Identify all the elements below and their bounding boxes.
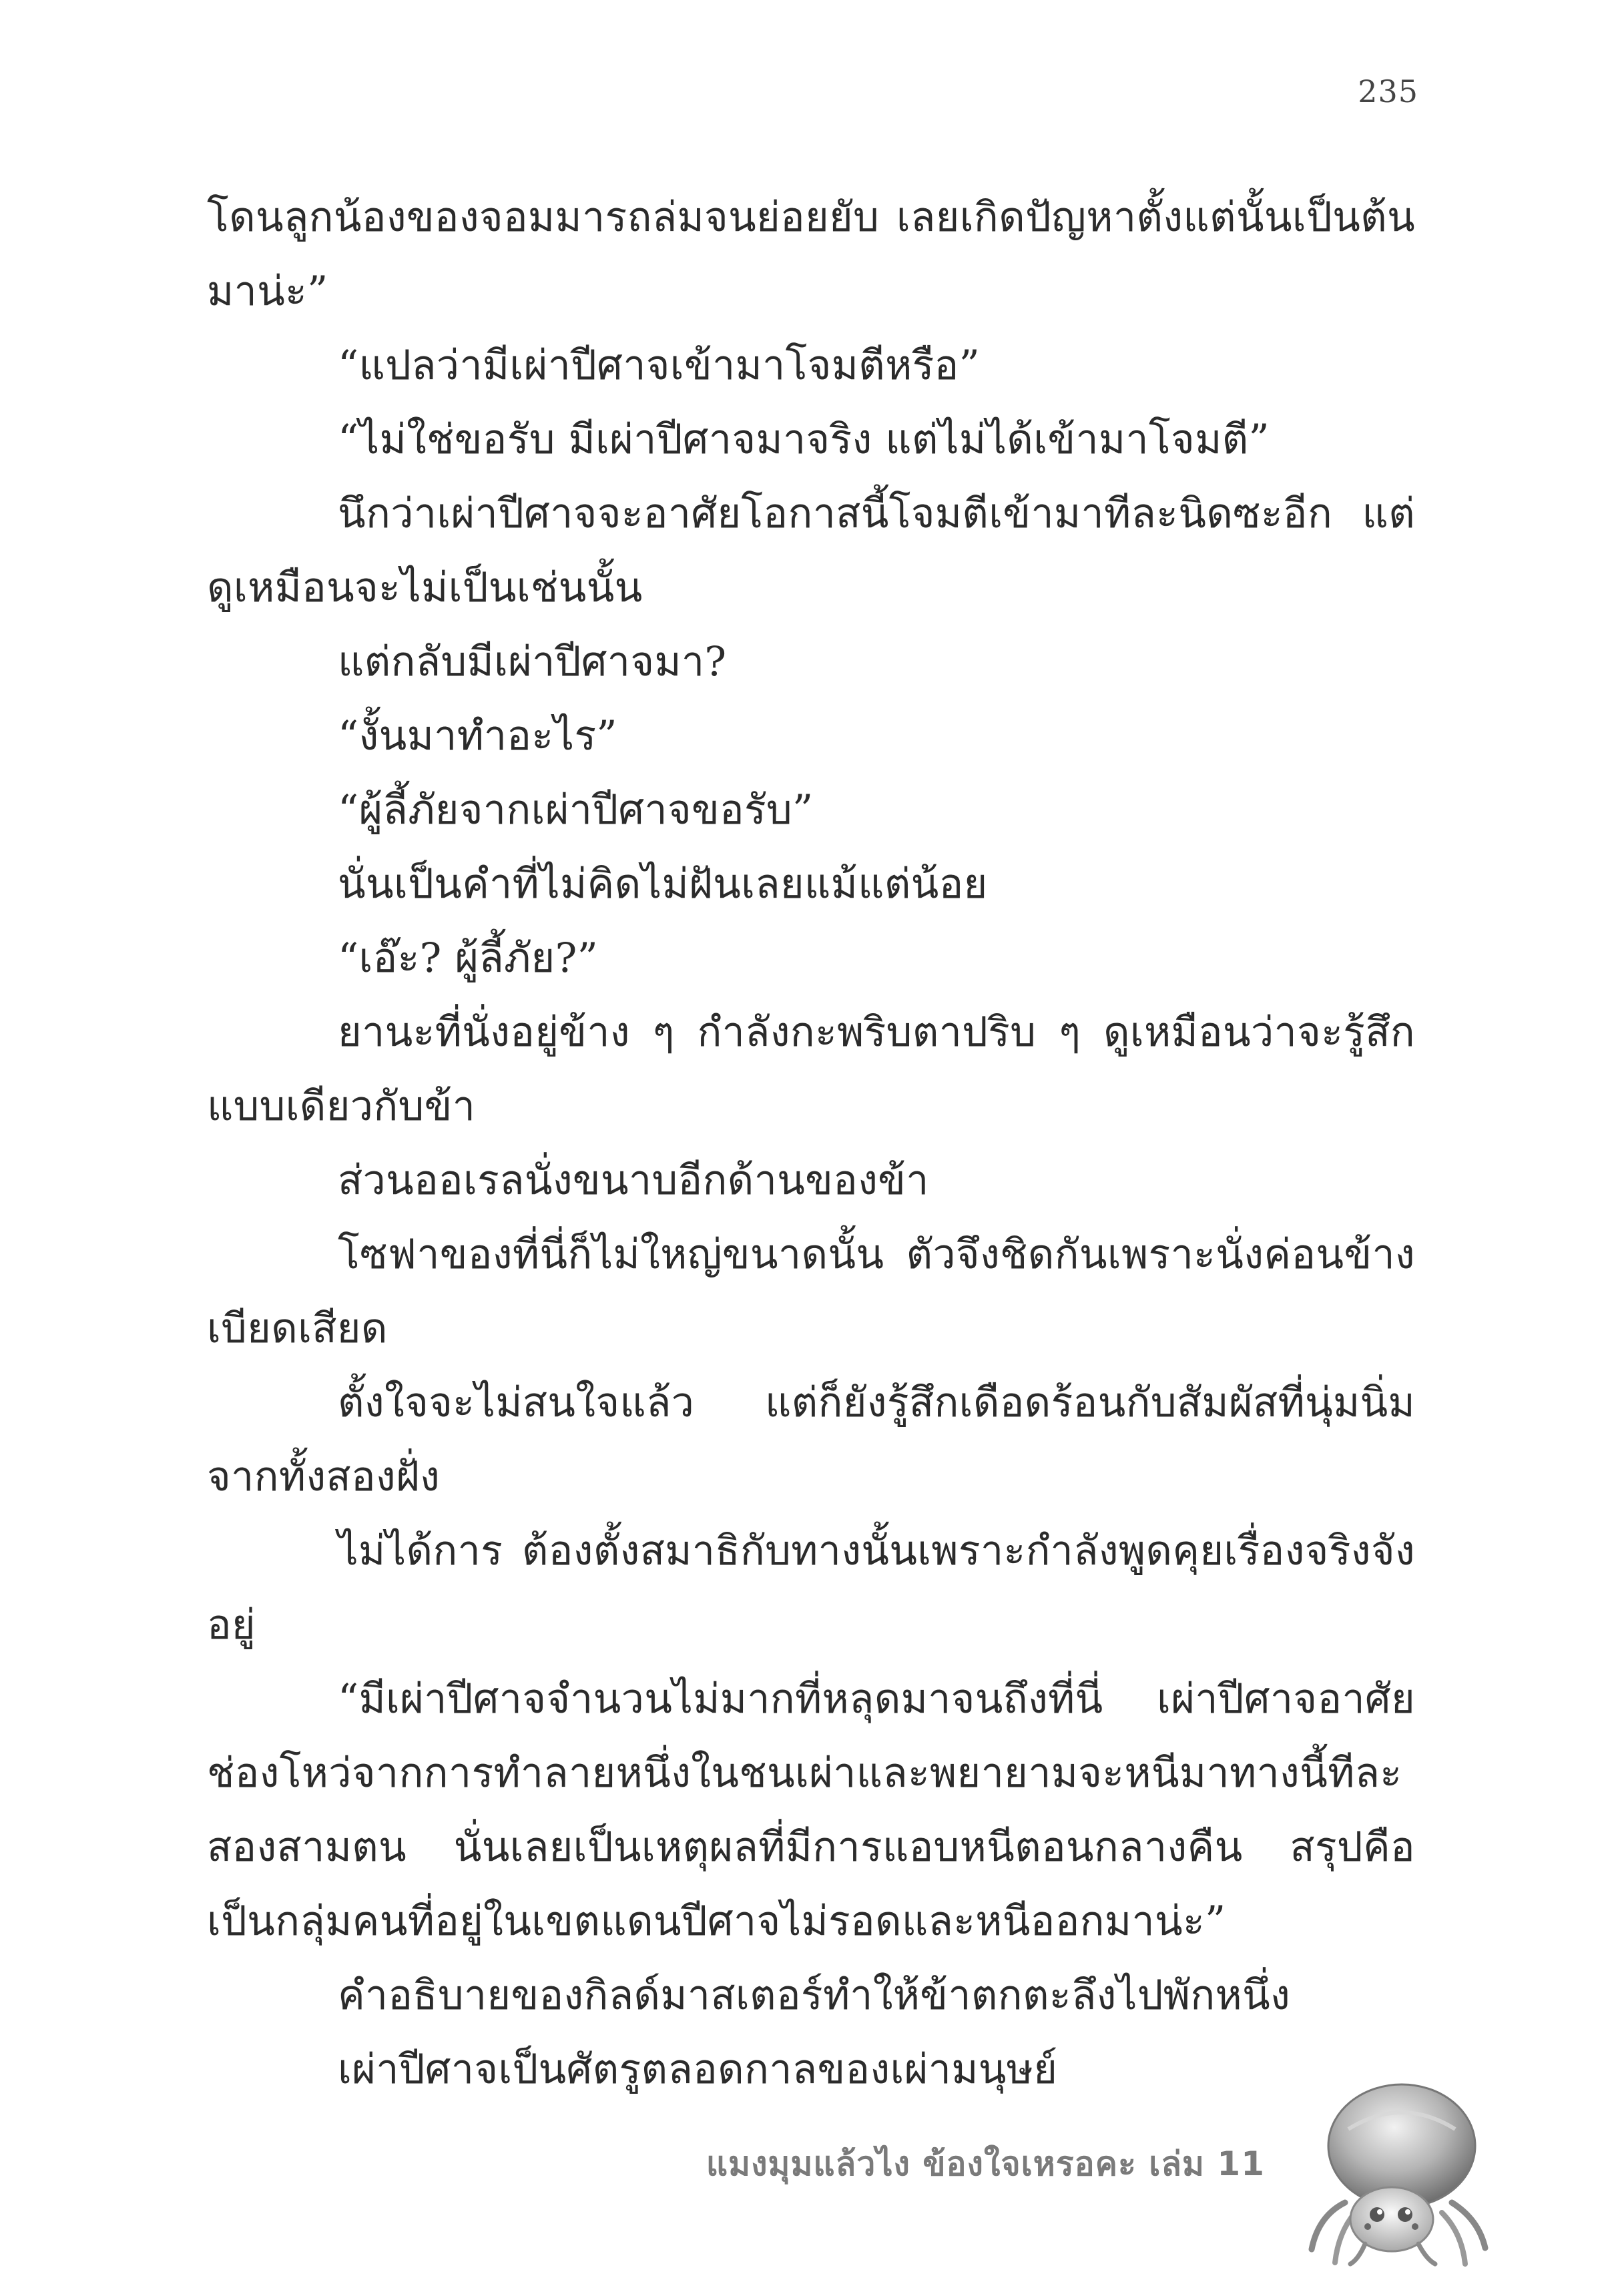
- paragraph: นึกว่าเผ่าปีศาจจะอาศัยโอกาสนี้โจมตีเข้ามาทีละนิดซะอีก แต่ดูเหมือนจะไม่เป็นเช่นนั้น: [207, 490, 1415, 611]
- book-title-footer: แมงมุมแล้วไง ข้องใจเหรอคะ เล่ม 11: [706, 2144, 1265, 2183]
- paragraph: “แปลว่ามีเผ่าปีศาจเข้ามาโจมตีหรือ”: [338, 342, 981, 389]
- paragraph: โซฟาของที่นี่ก็ไม่ใหญ่ขนาดนั้น ตัวจึงชิดกันเพราะนั่งค่อนข้างเบียดเสียด: [207, 1231, 1415, 1352]
- paragraph: คำอธิบายของกิลด์มาสเตอร์ทำให้ข้าตกตะลึงไปพักหนึ่ง: [338, 1972, 1291, 2019]
- paragraph: เผ่าปีศาจเป็นศัตรูตลอดกาลของเผ่ามนุษย์: [338, 2046, 1058, 2093]
- paragraph: โดนลูกน้องของจอมมารถล่มจนย่อยยับ เลยเกิดปัญหาตั้งแต่นั้นเป็นต้นมาน่ะ”: [207, 194, 1415, 315]
- paragraph: “เอ๊ะ? ผู้ลี้ภัย?”: [338, 934, 599, 982]
- spider-mascot-icon: [1298, 2069, 1499, 2269]
- paragraph: แต่กลับมีเผ่าปีศาจมา?: [338, 638, 727, 685]
- body-text: [207, 180, 1415, 2106]
- paragraph: นั่นเป็นคำที่ไม่คิดไม่ฝันเลยแม้แต่น้อย: [338, 860, 988, 908]
- paragraph: ไม่ได้การ ต้องตั้งสมาธิกับทางนั้นเพราะกำลังพูดคุยเรื่องจริงจังอยู่: [207, 1527, 1415, 1649]
- paragraph: “ไม่ใช่ขอรับ มีเผ่าปีศาจมาจริง แต่ไม่ได้เข้ามาโจมตี”: [338, 416, 1270, 463]
- paragraph: ยานะที่นั่งอยู่ข้าง ๆ กำลังกะพริบตาปริบ ๆ ดูเหมือนว่าจะรู้สึกแบบเดียวกับข้า: [207, 1009, 1415, 1130]
- paragraph: ตั้งใจจะไม่สนใจแล้ว แต่ก็ยังรู้สึกเดือดร้อนกับสัมผัสที่นุ่มนิ่มจากทั้งสองฝั่ง: [207, 1379, 1415, 1500]
- paragraph: “งั้นมาทำอะไร”: [338, 712, 617, 760]
- page-number: 235: [1358, 73, 1418, 109]
- paragraph: ส่วนออเรลนั่งขนาบอีกด้านของข้า: [338, 1157, 929, 1204]
- paragraph: “มีเผ่าปีศาจจำนวนไม่มากที่หลุดมาจนถึงที่นี่ เผ่าปีศาจอาศัยช่องโหว่จากการทำลายหนึ่งในชนเผ่าและพยายามจะหนีมาทางนี้ทีละสองสามตน นั่นเลยเป็นเหตุผลที่มีการแอบหนีตอนกลางคืน สรุปคือเป็นกลุ่มคนที่อยู่ในเขตแดนปีศาจไม่รอดและหนีออกมาน่ะ”: [207, 1675, 1415, 1945]
- paragraph: “ผู้ลี้ภัยจากเผ่าปีศาจขอรับ”: [338, 786, 814, 834]
